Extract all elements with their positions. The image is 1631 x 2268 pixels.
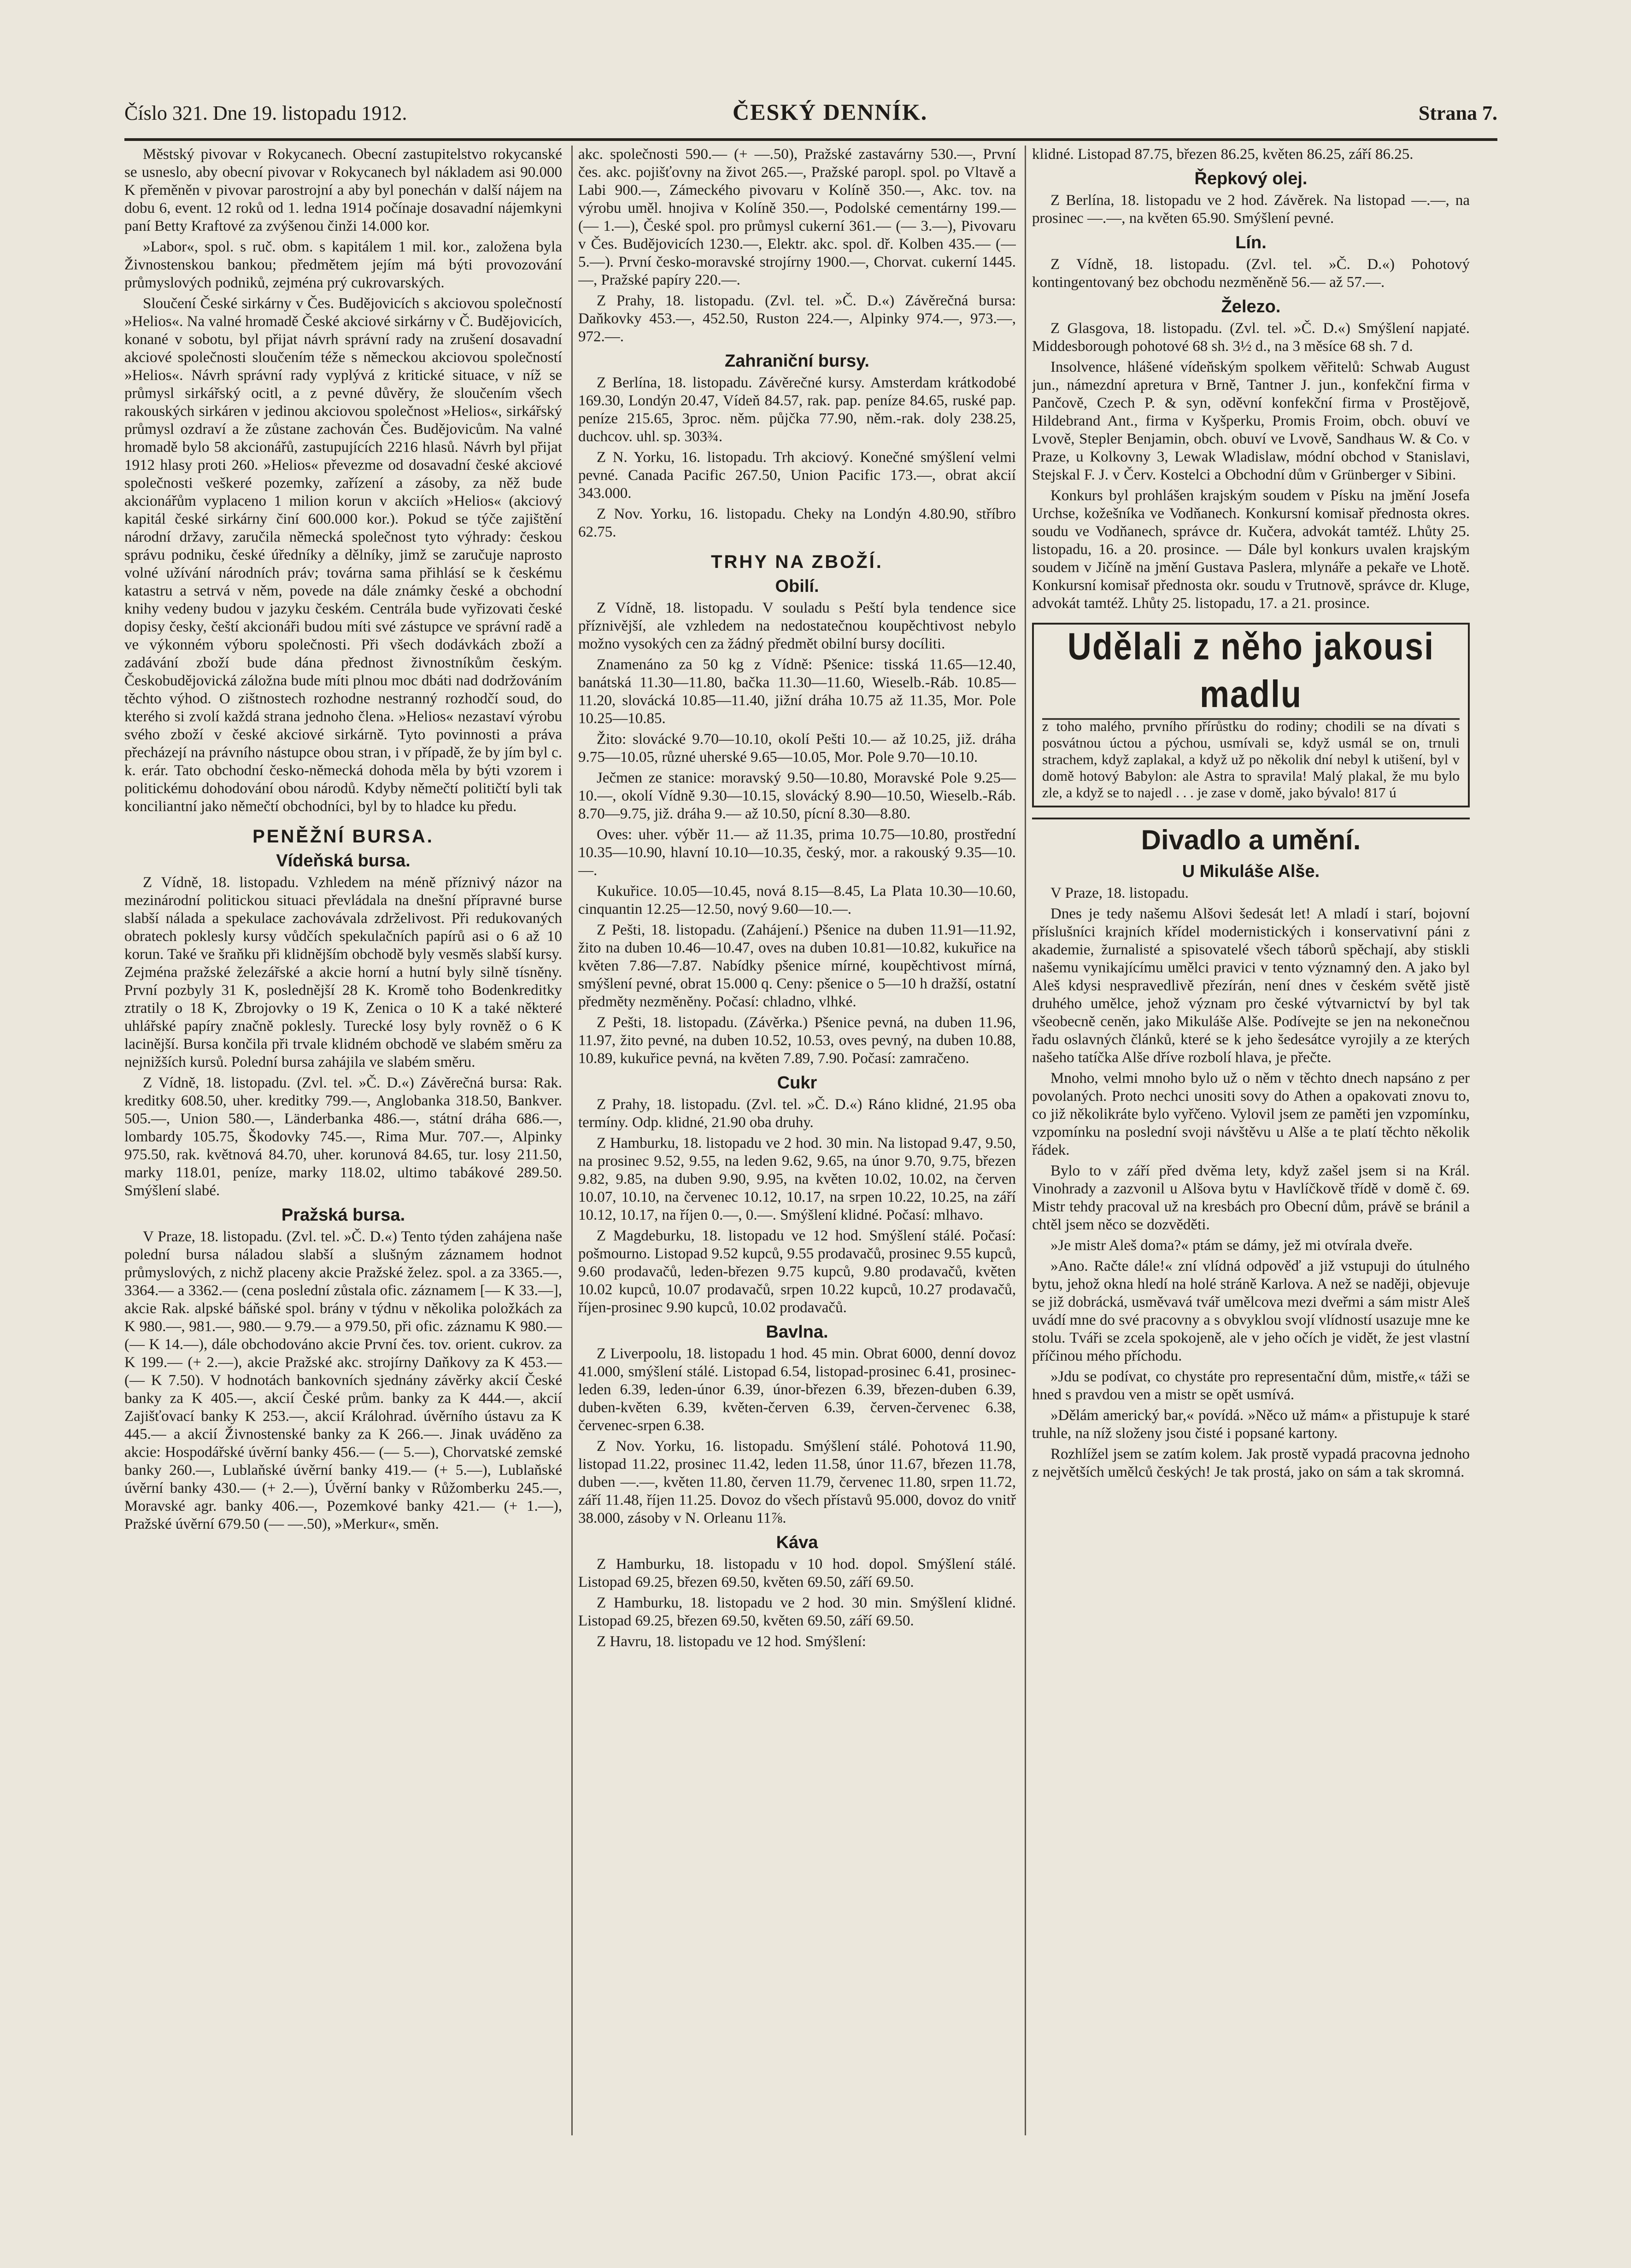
subheading-sugar: Cukr — [777, 1073, 817, 1093]
newspaper-title: ČESKÝ DENNÍK. — [733, 99, 928, 125]
report-pest-opening: Z Pešti, 18. listopadu. (Zahájení.) Pšenice na duben 11.91—11.92, žito na duben 10.46—10.47, oves na duben 10.81—10.82, kukuřice na květen 7.86—7.87. Nabídky pšenice mírné, koupěchtivost mírná, smýšlení pevné, obrat 15.000 q. Ceny: pšenice o 5—10 h dražší, ostatní předměty nezměněny. Počasí: chladno, vlhké. — [578, 922, 1016, 1010]
subheading-iron: Železo. — [1221, 297, 1281, 316]
report-new-york-stocks: Z N. Yorku, 16. listopadu. Trh akciový. Konečné smýšlení velmi pevné. Canada Pacific 267.50, Union Pacific 173.—, obrat akcií 343.000. — [578, 449, 1016, 502]
article-ales-para-2: Mnoho, velmi mnoho bylo už o něm v těchto dnech napsáno z per povolaných. Proto nechci unositi sovy do Athen a opakovati znovu to, co již několikráte bylo vyřčeno. Vylovil jsem ze paměti jen vzpomínku, vzpomínku na poslední svoji návštěvu u Alše a te platí těchto několik řádek. — [1032, 1070, 1470, 1158]
report-rapeseed-oil: Z Berlína, 18. listopadu ve 2 hod. Závěrek. Na listopad —.—, na prosinec —.—, na květen 65.90. Smýšlení pevné. — [1032, 192, 1470, 227]
advertisement-box — [1032, 623, 1470, 807]
notice-insolvencies: Insolvence, hlášené vídeňským spolkem věřitelů: Schwab August jun., námezdní apretura v Brně, Tantner J. jun., konfekční firma v Pančově, Czech P. & syn, oděvní konfekční firma v Prostějově, Hildebrand Ant., firma v Kyšperku, Promis Froim, obch. obuví ve Lvově, Stepler Benjamin, obch. obuví ve Lvově, Sandhaus W. & Co. v Praze, u Kolkovny 3, Lewak Wladislaw, módní obchod v Stanislavi, Stejskal F. J. v Červ. Kostelci a Obchodní dům v Grünberger v Sibini. — [1032, 359, 1470, 483]
page-number: Strana 7. — [1418, 102, 1497, 124]
report-coffee-havre: Z Havru, 18. listopadu ve 12 hod. Smýšlení: — [597, 1633, 866, 1650]
report-flax: Z Vídně, 18. listopadu. (Zvl. tel. »Č. D.«) Pohotový kontingentovaný bez obchodu nezměněně 56.— až 57.—. — [1032, 256, 1470, 291]
report-new-york-cheques: Z Nov. Yorku, 16. listopadu. Cheky na Londýn 4.80.90, stříbro 62.75. — [578, 506, 1016, 540]
report-cotton-new-york: Z Nov. Yorku, 16. listopadu. Smýšlení stálé. Pohotová 11.90, listopad 11.22, prosinec 11.42, leden 11.58, únor 11.67, březen 11.78, duben —.—, květen 11.80, červen 11.79, červenec 11.80, srpen 11.72, září 11.48, říjen 11.25. Dovoz do všech přístavů 95.000, dovoz do vnitř 38.000, zásoby v N. Orleanu 11⅞. — [578, 1438, 1016, 1526]
article-ales-para-6: »Jdu se podívat, co chystáte pro representační dům, mistře,« táži se hned s pravdou ven a mistr se opět usmívá. — [1032, 1368, 1470, 1403]
column-divider — [571, 146, 573, 2135]
report-rye: Žito: slovácké 9.70—10.10, okolí Pešti 10.— až 10.25, již. dráha 9.75—10.05, různé uherské 9.65—10.05, Mor. Pole 9.70—10.10. — [578, 731, 1016, 766]
column-left — [124, 146, 562, 2135]
report-barley: Ječmen ze stanice: moravský 9.50—10.80, Moravské Pole 9.25—10.—, okolí Vídně 9.30—10.15, slovácký 8.90—10.50, Wieselb.-Ráb. 8.70—9.75, již. dráha 9.— až 10.50, pícní 8.30—8.80. — [578, 770, 1016, 822]
report-iron: Z Glasgova, 18. listopadu. (Zvl. tel. »Č. D.«) Smýšlení napjaté. Middesborough pohotové 68 sh. 3½ d., na 3 měsíce 68 sh. 7 d. — [1032, 320, 1470, 355]
report-vienna-exchange: Z Vídně, 18. listopadu. Vzhledem na méně příznivý názor na mezinárodní politickou situaci převládala na dnešní přípravné burse slabší nálada a spekulace zachovávala zdrželivost. Při redukovaných obratech poklesly kursy vůdčích spekulačních papírů asi o 6 až 10 korun. Také ve šraňku při klidnějším obchodě byly vesměs slabší kursy. Zejména pražské železářské a akcie horní a hutní byly silně tísněny. První pozbyly 31 K, poslednější 28 K. Kromě toho Bodenkreditky ztratily o 18 K, Zbrojovky o 19 K, Zenica o 10 K a také některé uhlářské papíry značně poklesly. Turecké losy byly rovněž o 6 K lacinější. Bursa končila při trvale klidném obchodě ve slabém směru za nejnižších kursů. Polední bursa zahájila ve slabém směru. — [124, 874, 562, 1070]
article-ales-para-8: Rozhlížel jsem se zatím kolem. Jak prostě vypadá pracovna jednoho z největších umělců českých! Je tak prostá, jako on sám a tak skromná. — [1032, 1446, 1470, 1480]
report-prague-exchange: V Praze, 18. listopadu. (Zvl. tel. »Č. D.«) Tento týden zahájena naše polední bursa náladou slabší a slušným záznamem hodnot průmyslových, z nichž placeny akcie Pražské želez. spol. a za 3365.—, 3364.— a 3362.— (cena poslední zůstala ofic. záznamem [— K 33.—], akcie Rak. alpské báňské spol. brány v týdnu v několika položkách za K 980.—, 981.—, 980.— 9.79.— a 979.50, při ofic. záznamu K 980.— (— K 14.—), dále obchodováno akcie První čes. tov. orient. cukrov. za K 199.— (+ 2.—), akcie Pražské akc. strojírny Daňkovy za K 453.— (— K 7.50). V hodnotách bankovních sjednány závěrky akcií České banky za K 405.—, akcií České prům. banky za K 444.—, akcií Zajišťovací banky K 253.—, akcií Králohrad. úvěrního ústavu za K 445.— a akcií Živnostenské banky za K 266.—. Jinak uváděno za akcie: Hospodářské úvěrní banky 456.— (— 5.—), Chorvatské zemské banky 260.—, Lublaňské úvěrní banky 419.— (+ 5.—), Lublaňské úvěrní banky 430.— (+ 2.—), Úvěrní banky v Růžomberku 245.—, Moravské agr. banky 406.—, Pozemkové banky 421.— (+ 1.—), Pražské úvěrní 679.50 (— —.50), »Merkur«, směn. — [124, 1228, 562, 1532]
article-ales-para-1: Dnes je tedy našemu Alšovi šedesát let! A mladí i starí, bojovní příslušníci krajních křídel modernistických i konservativní páni z akademie, žurnalisté a spisovatelé všech táborů spěchají, aby stiskli našemu vynikajícímu umělci pravici v tento významný den. A jako byl Aleš kdysi nespravedlivě přezírán, není dnes v českém světě jistě druhého umělce, jehož význam pro české výtvarnictví by byl tak všeobecně ceněn, jako Mikuláše Alše. Podívejte se jen na nekonečnou řadu oslavných článků, které se k jeho šedesátce vyrojily a ze kterých našeho tatíčka Alše dříve rozbolí hlava, je přečte. — [1032, 906, 1470, 1066]
report-grain-vienna: Z Vídně, 18. listopadu. V souladu s Peští byla tendence sice příznivější, ale vzhledem na nedostatečnou koupěchtivost nebylo možno vysokých cen za žádný předmět obilní bursy docíliti. — [578, 600, 1016, 652]
advertisement-headline: Udělali z něho jakousi madlu — [1042, 623, 1460, 719]
subheading-cotton: Bavlna. — [766, 1322, 828, 1342]
masthead-rule — [124, 138, 1497, 141]
article-labor: »Labor«, spol. s ruč. obm. s kapitálem 1 mil. kor., založena byla Živnostenskou bankou; předmětem jejím má býti provozování průmyslových podniků, zejména prý cukrovarských. — [124, 239, 562, 291]
report-sugar-magdeburg: Z Magdeburku, 18. listopadu ve 12 hod. Smýšlení stálé. Počasí: pošmourno. Listopad 9.52 kupců, 9.55 prodavačů, prosinec 9.55 kupců, 9.60 prodavačů, leden-březen 9.75 kupců, 9.80 prodavačů, květen 10.02 kupců, 10.07 prodavačů, srpen 10.22 kupců, 10.27 prodavačů, říjen-prosinec 9.90 kupců, 10.02 prodavačů. — [578, 1228, 1016, 1316]
notice-bankruptcy: Konkurs byl prohlášen krajským soudem v Písku na jmění Josefa Urchse, kožešníka ve Vodňanech. Konkursní komisař přednosta okres. soudu ve Vodňanech, správce dr. Kučera, advokát tamtéž. Lhůty 25. listopadu, 16. a 20. prosince. — Dále byl konkurs uvalen krajským soudem v Jičíně na jmění Gustava Paslera, mlynáře a pekaře ve Lhotě. Konkursní komisař přednosta okr. soudu v Trutnově, správce dr. Kluge, advokát tamtéž. Lhůty 25. listopadu, 17. a 21. prosince. — [1032, 487, 1470, 612]
article-title-ales: U Mikuláše Alše. — [1182, 862, 1320, 881]
subheading-foreign-exchanges: Zahraniční bursy. — [725, 351, 869, 371]
section-heading-theatre-arts: Divadlo a umění. — [1032, 818, 1470, 856]
column-right — [1032, 146, 1470, 2135]
article-ales-para-5: »Ano. Račte dále!« zní vlídná odpověď a již vstupuji do útulného bytu, jehož okna hledí na holé stráně Karlova. A než se naději, objevuje se již dobrácká, usměvavá tvář umělcova mezi dveřmi a sám mistr Aleš uvádí mne do své pracovny a s obvyklou svojí vlídností usazuje mne ke stolu. Tváři se zcela spokojeně, ale v jeho očích je vidět, že jest vlastní příčinou mého příchodu. — [1032, 1258, 1470, 1364]
article-ales-para-3: Bylo to v září před dvěma lety, když zašel jsem si na Král. Vinohrady a zazvonil u Alšova bytu v Havlíčkově třídě v domě č. 69. Mistr tehdy pracoval už na kresbách pro Obecní dům, právě se bránil a chtěl jsem něco se dozvěděti. — [1032, 1163, 1470, 1233]
article-ales-para-7: »Dělám americký bar,« povídá. »Něco už mám« a přistupuje k staré truhle, na níž složeny jsou čisté i popsané kartony. — [1032, 1407, 1470, 1442]
article-dateline: V Praze, 18. listopadu. — [1050, 885, 1189, 901]
report-coffee-hamburg-morning: Z Hamburku, 18. listopadu v 10 hod. dopol. Smýšlení stálé. Listopad 69.25, březen 69.50, květen 69.50, září 69.50. — [578, 1556, 1016, 1590]
report-prague-continued: akc. společnosti 590.— (+ —.50), Pražské zastavárny 530.—, První čes. akc. pojišťovny na život 265.—, Pražské paropl. spol. po Vltavě a Labi 900.—, Zámeckého pivovaru v Kolíně 350.—, Akc. tov. na výrobu uměl. hnojiva v Kolíně 350.—, Podolské cementárny 199.— (— 1.—), České spol. pro průmysl cukerní 361.— (— 3.—), Pivovaru v Čes. Budějovicích 1230.—, Elektr. akc. spol. dř. Kolben 435.— (— 5.—). První česko-moravské strojírny 1900.—, Chorvat. cukerní 1445.—, Pražské papíry 220.—. — [578, 146, 1016, 288]
subheading-vienna-exchange: Vídeňská bursa. — [276, 851, 411, 871]
report-prague-closing: Z Prahy, 18. listopadu. (Zvl. tel. »Č. D.«) Závěrečná bursa: Daňkovky 453.—, 452.50, Ruston 224.—, Alpinky 974.—, 973.—, 972.—. — [578, 292, 1016, 345]
report-berlin: Z Berlína, 18. listopadu. Závěrečné kursy. Amsterdam krátkodobé 169.30, Londýn 20.47, Vídeň 84.57, rak. pap. peníze 84.65, ruské pap. peníze 215.65, 3proc. něm. půjčka 77.90, něm.-rak. doly 238.25, duchcov. uhl. sp. 303¾. — [578, 374, 1016, 445]
report-oats: Oves: uher. výběr 11.— až 11.35, prima 10.75—10.80, prostřední 10.35—10.90, hlavní 10.10—10.35, český, mor. a rakouský 9.35—10.—. — [578, 826, 1016, 879]
advertisement-body: z toho malého, prvního přírůstku do rodiny; chodili se na dívati s posvátnou úctou a pýchou, usmívali se, když usmál se on, trnuli strachem, když zaplakal, a když už po několik dní nebyl k utišení, byl v domě hotový Babylon: ale Astra to spravila! Malý plakal, že mu bylo zle, a když se to najedl . . . je zase v domě, jako bývalo! 817 ú — [1042, 718, 1460, 801]
report-wheat: Znamenáno za 50 kg z Vídně: Pšenice: tisská 11.65—12.40, banátská 11.30—11.80, bačka 11.30—11.60, Wieselb.-Ráb. 10.85—11.20, slovácká 10.85—11.40, jižní dráha 10.75 až 11.35, Mor. Pole 10.25—10.85. — [578, 656, 1016, 727]
report-sugar-hamburg: Z Hamburku, 18. listopadu ve 2 hod. 30 min. Na listopad 9.47, 9.50, na prosinec 9.52, 9.55, na leden 9.62, 9.65, na únor 9.70, 9.75, březen 9.82, 9.85, na duben 9.90, 9.95, na květen 10.02, 10.02, na červen 10.07, 10.10, na červenec 10.12, 10.17, na srpen 10.22, 10.25, na září 10.12, 10.17, na říjen 0.—, 0.—. Smýšlení klidné. Počasí: mlhavo. — [578, 1135, 1016, 1223]
article-ales-para-4: »Je mistr Aleš doma?« ptám se dámy, jež mi otvírala dveře. — [1050, 1237, 1413, 1254]
report-pest-closing: Z Pešti, 18. listopadu. (Závěrka.) Pšenice pevná, na duben 11.96, 11.97, žito pevné, na duben 10.52, 10.53, oves pevný, na duben 10.88, 10.89, kukuřice pevná, na květen 7.89, 7.90. Počasí: zamračeno. — [578, 1014, 1016, 1067]
report-coffee-hamburg-afternoon: Z Hamburku, 18. listopadu ve 2 hod. 30 min. Smýšlení klidné. Listopad 69.25, březen 69.50, květen 69.50, září 69.50. — [578, 1595, 1016, 1629]
report-corn: Kukuřice. 10.05—10.45, nová 8.15—8.45, La Plata 10.30—10.60, cinquantin 12.25—12.50, nový 9.60—10.—. — [578, 883, 1016, 918]
column-middle — [578, 146, 1016, 2135]
column-divider — [1025, 146, 1026, 2135]
subheading-flax: Lín. — [1235, 233, 1267, 252]
article-brewery: Městský pivovar v Rokycanech. Obecní zastupitelstvo rokycanské se usneslo, aby obecní pivovar v Rokycanech byl nákladem asi 90.000 K přeměněn v pivovar parostrojní a aby byl ponechán v další nájem na dobu 6, event. 12 roků od 1. ledna 1914 počínaje dosavadní nájemkyni paní Betty Kraftové za zvýšenou činži 14.000 kor. — [124, 146, 562, 234]
subheading-rapeseed-oil: Řepkový olej. — [1194, 169, 1308, 188]
section-heading-money-exchange: PENĚŽNÍ BURSA. — [252, 826, 434, 847]
masthead — [124, 92, 1497, 138]
subheading-grain: Obilí. — [775, 577, 819, 596]
report-sugar-prague: Z Prahy, 18. listopadu. (Zvl. tel. »Č. D.«) Ráno klidné, 21.95 oba termíny. Odp. klidné, 21.90 oba druhy. — [578, 1096, 1016, 1131]
subheading-prague-exchange: Pražská bursa. — [281, 1205, 405, 1225]
report-cotton-liverpool: Z Liverpoolu, 18. listopadu 1 hod. 45 min. Obrat 6000, denní dovoz 41.000, smýšlení stálé. Listopad 6.54, listopad-prosinec 6.41, prosinec-leden 6.39, leden-únor 6.39, únor-březen 6.39, březen-duben 6.39, duben-květen 6.39, květen-červen 6.39, červen-červenec 6.38, červenec-srpen 6.38. — [578, 1345, 1016, 1434]
article-match-factory-merger: Sloučení České sirkárny v Čes. Budějovicích s akciovou společností »Helios«. Na valné hromadě České akciové sirkárny v Č. Budějovicích, konané v sobotu, byl přijat návrh správní rady na zrušení dosavadní akciové společnosti sloučením téže s německou akciovou společností »Helios«. Návrh správní rady vyplývá z kritické situace, v níž se průmysl sirkářský ocitl, a z pevné důvěry, že sloučením všech rakouských sirkáren v jedinou akciovou společnost »Helios«, sirkářský průmysl ozdraví a že zůstane zachován Čes. Budějovicům. Na valné hromadě bylo 58 akcionářů, zastupujících 2216 hlasů. Návrh byl přijat 1912 hlasy proti 260. »Helios« převezme od dosavadní české akciové společnosti veškeré pozemky, zařízení a zásoby, za něž bude akcionářům vyplaceno 1 milion korun v akciích »Helios« (akciový kapitál české sirkárny činí 600.000 kor.). Pokud se týče zajištění národní državy, zaručila německá společnost tyto výhrady: českou správu podniku, české úředníky a dělníky, jimž se zaručuje naprosto volné užívání národních práv; továrna sama přihlásí se k českému katastru a setrvá v něm, povede na dále známky české a obchodní knihy vedeny budou v jazyku českém. Centrála bude vyřizovati české dopisy česky, čeští akcionáři budou míti své zástupce ve správní radě a ve výkonném výboru společnosti. Při všech dodávkách zboží a zadávání zboží bude dána přednost živnostníkům českým. Českobudějovická záložna bude míti plnou moc dbáti nad dodržováním těchto výhod. O zištnostech rozhodne nestranný rozhodčí soud, do kterého si zvolí každá strana jednoho člena. »Helios« nezastaví výrobu svého zboží v české akciové sirkárně. Tyto povinnosti a práva přecházejí na právního nástupce obou stran, i v případě, že by jím byl c. k. erár. Tato obchodní česko-německá dohoda měla by býti vzorem i politickému dohodování obou národů. Kdyby němečtí političtí byli tak konciliantní jako němečtí obchodníci, byl by to hladce ku předu. — [124, 295, 562, 815]
report-vienna-closing: Z Vídně, 18. listopadu. (Zvl. tel. »Č. D.«) Závěrečná bursa: Rak. kreditky 608.50, uher. kreditky 799.—, Anglobanka 318.50, Bankver. 505.—, Union 580.—, Länderbanka 486.—, státní dráha 686.—, lombardy 105.75, Škodovky 745.—, Rima Mur. 707.—, Alpinky 975.50, rak. květnová 84.70, uher. korunová 84.65, tur. losy 211.50, marky 118.01, peníze, marky 118.02, ultimo tabákové 289.50. Smýšlení slabé. — [124, 1075, 562, 1199]
report-coffee-havre-continued: klidné. Listopad 87.75, březen 86.25, květen 86.25, září 86.25. — [1032, 146, 1414, 163]
section-heading-commodity-markets: TRHY NA ZBOŽÍ. — [711, 552, 883, 572]
subheading-coffee: Káva — [776, 1533, 818, 1552]
issue-date: Číslo 321. Dne 19. listopadu 1912. — [124, 102, 407, 124]
